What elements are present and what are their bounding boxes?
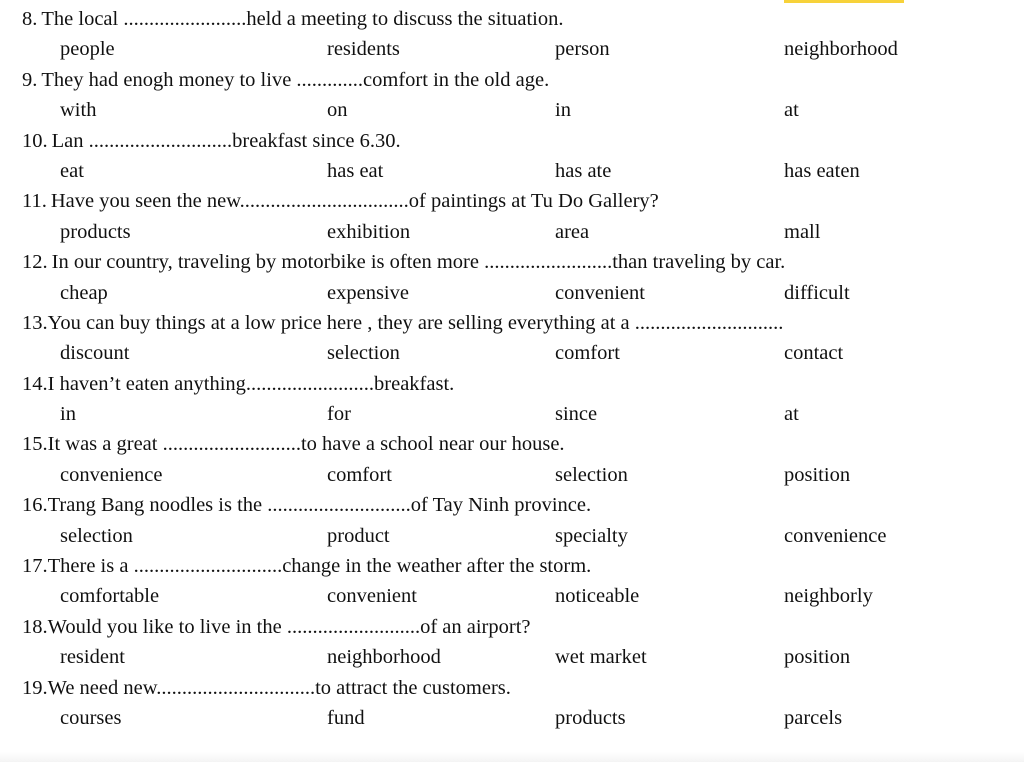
- answer-options-14: [0, 399, 1024, 429]
- option-c: wet market: [555, 646, 647, 669]
- question-text: Lan ............................breakfast since 6.30.: [51, 129, 401, 152]
- option-d: neighborhood: [784, 38, 898, 61]
- question-15: [0, 429, 1024, 459]
- question-8: [0, 4, 1024, 34]
- option-a: people: [60, 38, 115, 61]
- option-d: contact: [784, 342, 844, 365]
- answer-options-8: [0, 34, 1024, 64]
- option-b: exhibition: [327, 220, 411, 243]
- answer-options-9: [0, 95, 1024, 125]
- option-a: cheap: [60, 281, 108, 304]
- question-18: [0, 612, 1024, 642]
- question-17: [0, 551, 1024, 581]
- option-d: position: [784, 463, 851, 486]
- question-16: [0, 490, 1024, 520]
- question-number: 11.: [22, 190, 47, 213]
- question-number: 12.: [22, 251, 48, 274]
- answer-options-19: [0, 703, 1024, 733]
- option-d: neighborly: [784, 585, 873, 608]
- option-b: expensive: [327, 281, 409, 304]
- question-number: 18.: [22, 615, 48, 638]
- option-b: comfort: [327, 463, 392, 486]
- question-text: In our country, traveling by motorbike is often more .........................than traveling by car.: [51, 251, 786, 274]
- question-11: [0, 186, 1024, 216]
- option-d: parcels: [784, 706, 843, 729]
- option-c: area: [555, 220, 590, 243]
- answer-options-10: [0, 156, 1024, 186]
- question-number: 9.: [22, 68, 38, 91]
- question-text: Would you like to live in the ..........................of an airport?: [47, 615, 531, 638]
- answer-options-15: [0, 460, 1024, 490]
- option-b: neighborhood: [327, 646, 441, 669]
- option-a: products: [60, 220, 131, 243]
- option-c: selection: [555, 463, 628, 486]
- option-a: in: [60, 403, 76, 426]
- question-text: I haven’t eaten anything.........................breakfast.: [47, 372, 455, 395]
- question-text: Trang Bang noodles is the ............................of Tay Ninh province.: [47, 494, 592, 517]
- answer-options-16: [0, 521, 1024, 551]
- question-number: 19.: [22, 676, 48, 699]
- question-19: [0, 673, 1024, 703]
- question-text: We need new...............................to attract the customers.: [47, 676, 511, 699]
- page-bottom-edge: [0, 752, 1024, 762]
- question-number: 16.: [22, 494, 48, 517]
- option-c: has ate: [555, 159, 612, 182]
- option-d: convenience: [784, 524, 887, 547]
- option-b: for: [327, 403, 351, 426]
- question-9: [0, 65, 1024, 95]
- option-a: comfortable: [60, 585, 160, 608]
- option-c: convenient: [555, 281, 645, 304]
- option-b: has eat: [327, 159, 384, 182]
- question-text: Have you seen the new.................................of paintings at Tu Do Gallery?: [50, 190, 659, 213]
- answer-options-18: [0, 642, 1024, 672]
- option-b: fund: [327, 706, 365, 729]
- option-d: has eaten: [784, 159, 860, 182]
- question-number: 14.: [22, 372, 48, 395]
- option-a: discount: [60, 342, 130, 365]
- highlighter-mark: [784, 0, 904, 3]
- option-a: convenience: [60, 463, 163, 486]
- question-text: You can buy things at a low price here , they are selling everything at a .............................: [47, 311, 784, 334]
- option-c: since: [555, 403, 598, 426]
- question-number: 13.: [22, 311, 48, 334]
- question-10: [0, 126, 1024, 156]
- question-number: 8.: [22, 8, 38, 30]
- option-a: selection: [60, 524, 133, 547]
- option-b: selection: [327, 342, 400, 365]
- option-b: product: [327, 524, 390, 547]
- question-text: They had enogh money to live .............comfort in the old age.: [41, 68, 550, 91]
- option-d: mall: [784, 220, 821, 243]
- option-d: position: [784, 646, 851, 669]
- option-c: comfort: [555, 342, 620, 365]
- option-a: with: [60, 99, 97, 122]
- question-14: [0, 369, 1024, 399]
- question-13: [0, 308, 1024, 338]
- option-d: at: [784, 99, 799, 122]
- option-c: in: [555, 99, 571, 122]
- option-c: specialty: [555, 524, 628, 547]
- question-text: There is a .............................change in the weather after the storm.: [47, 555, 592, 578]
- question-number: 15.: [22, 433, 48, 456]
- option-d: difficult: [784, 281, 850, 304]
- option-a: eat: [60, 159, 84, 182]
- option-b: convenient: [327, 585, 417, 608]
- question-12: [0, 247, 1024, 277]
- option-c: products: [555, 706, 626, 729]
- option-a: resident: [60, 646, 125, 669]
- answer-options-17: [0, 581, 1024, 611]
- option-a: courses: [60, 706, 122, 729]
- option-b: on: [327, 99, 348, 122]
- answer-options-12: [0, 278, 1024, 308]
- question-number: 10.: [22, 129, 48, 152]
- option-c: noticeable: [555, 585, 640, 608]
- answer-options-13: [0, 338, 1024, 368]
- question-number: 17.: [22, 555, 48, 578]
- question-text: It was a great ...........................to have a school near our house.: [47, 433, 565, 456]
- option-b: residents: [327, 38, 400, 61]
- option-c: person: [555, 38, 610, 61]
- exercise-worksheet: [0, 4, 1024, 733]
- question-text: The local ........................held a meeting to discuss the situation.: [41, 8, 564, 30]
- answer-options-11: [0, 217, 1024, 247]
- option-d: at: [784, 403, 799, 426]
